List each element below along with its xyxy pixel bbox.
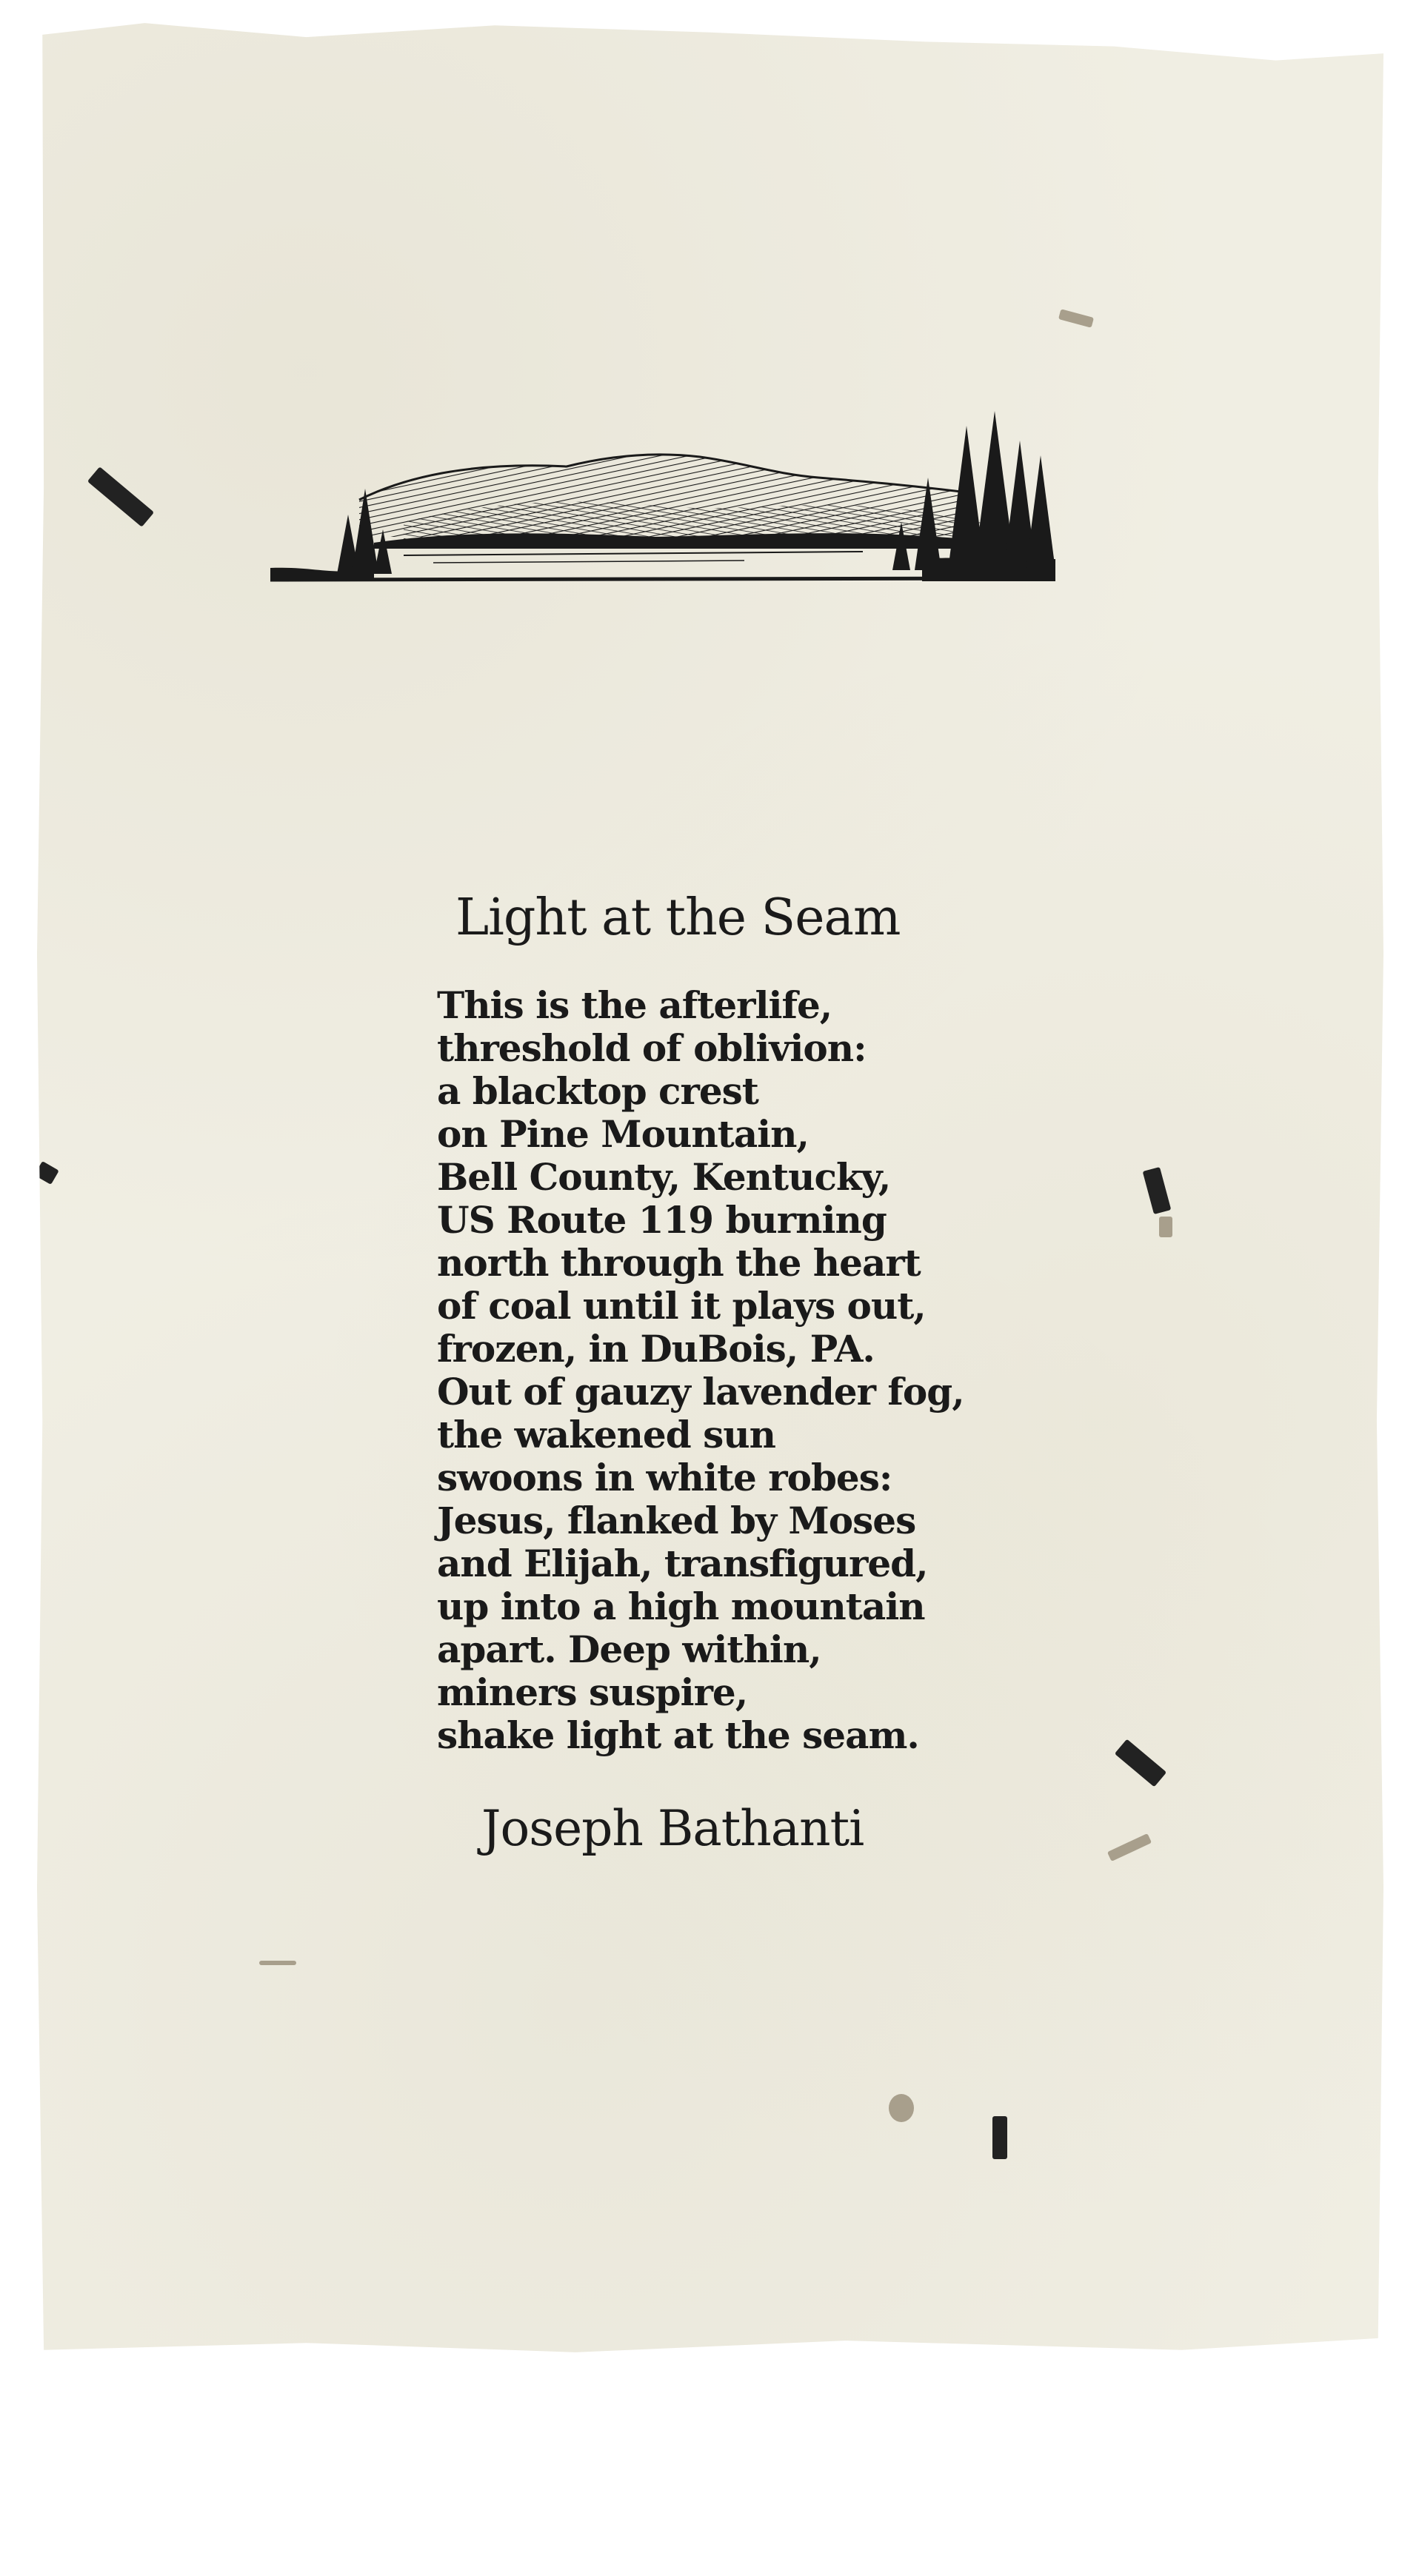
poem-line: US Route 119 burning — [437, 1198, 887, 1242]
poem-line: miners suspire, — [437, 1670, 748, 1714]
paper-fleck — [889, 2094, 914, 2122]
paper-fleck — [34, 1161, 59, 1185]
paper-fleck — [259, 1961, 296, 1965]
poem-line: north through the heart — [437, 1241, 921, 1285]
paper-fleck — [1107, 1833, 1152, 1861]
poem-line: shake light at the seam. — [437, 1713, 919, 1757]
poem-line: of coal until it plays out, — [437, 1284, 926, 1328]
poem-lines — [437, 984, 1104, 1757]
poem-line: frozen, in DuBois, PA. — [437, 1327, 875, 1371]
poem — [437, 889, 1104, 1857]
poem-title: Light at the Seam — [455, 889, 901, 947]
paper-fleck — [1143, 1167, 1172, 1214]
poem-line: the wakened sun — [437, 1413, 775, 1456]
poem-line: threshold of oblivion: — [437, 1026, 867, 1070]
poem-line: a blacktop crest — [437, 1069, 758, 1113]
poem-line: up into a high mountain — [437, 1585, 925, 1628]
poem-line: on Pine Mountain, — [437, 1112, 809, 1156]
paper-fleck — [1159, 1217, 1172, 1237]
poem-line: Jesus, flanked by Moses — [437, 1499, 916, 1542]
poem-author: Joseph Bathanti — [481, 1800, 864, 1857]
poem-line: Bell County, Kentucky, — [437, 1155, 891, 1199]
paper-fleck — [1115, 1739, 1166, 1787]
mountain-landscape-icon — [270, 411, 1055, 589]
poem-line: This is the afterlife, — [437, 983, 832, 1027]
poem-line: Out of gauzy lavender fog, — [437, 1370, 964, 1414]
poem-line: swoons in white robes: — [437, 1456, 892, 1499]
poem-line: apart. Deep within, — [437, 1627, 821, 1671]
paper-fleck — [1058, 309, 1094, 327]
paper-fleck — [87, 466, 154, 527]
poem-line: and Elijah, transfigured, — [437, 1542, 928, 1585]
paper-fleck — [992, 2116, 1007, 2159]
